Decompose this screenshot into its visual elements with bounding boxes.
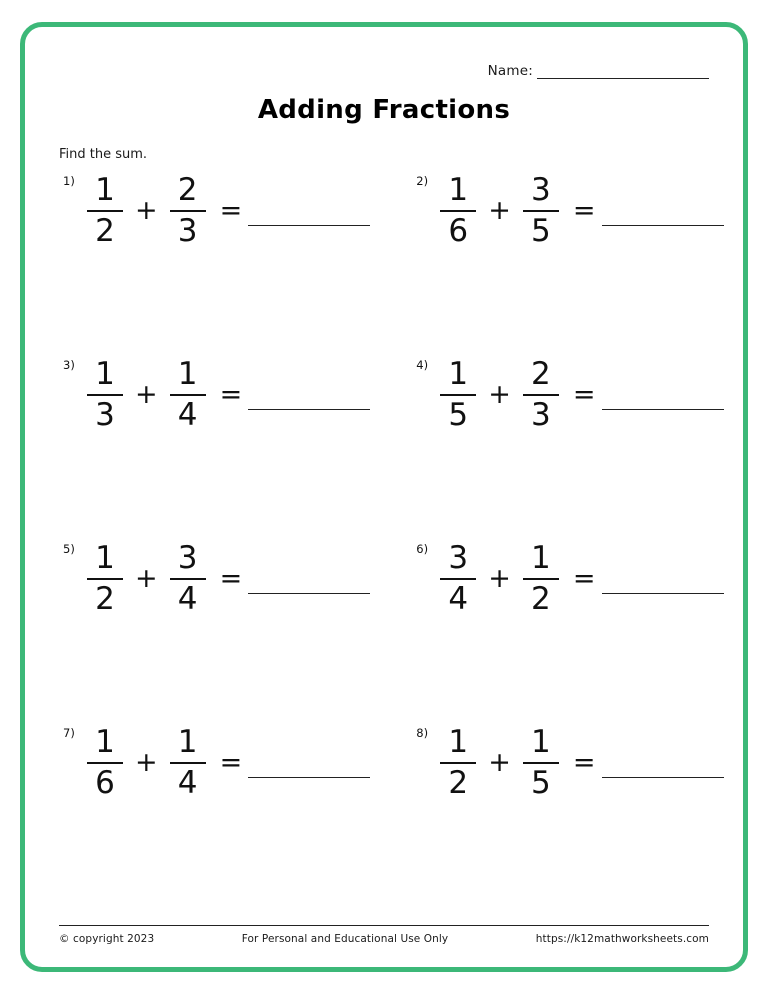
answer-blank[interactable] [602,408,724,410]
fraction-bar [523,578,559,580]
problem-expression [85,358,242,433]
fraction-right [168,358,208,433]
equals-sign: = [219,194,243,226]
fraction-bar [523,210,559,212]
plus-operator: + [488,746,511,778]
answer-blank[interactable] [602,592,724,594]
denominator: 3 [531,397,551,434]
problem-number: 2) [416,174,429,188]
fraction-right [521,542,561,617]
problem-2 [370,172,723,356]
fraction-right [168,542,208,617]
fraction-right [521,174,561,249]
numerator: 1 [448,724,469,760]
equals-sign: = [219,746,243,778]
denominator: 4 [177,397,198,434]
plus-operator: + [135,746,158,778]
problem-3 [59,356,370,540]
numerator: 1 [95,540,115,576]
fraction-bar [170,210,206,212]
source-url: https://k12mathworksheets.com [535,933,709,945]
numerator: 1 [95,356,115,392]
answer-blank[interactable] [248,776,370,778]
problem-number: 6) [416,542,429,556]
fraction-left [438,174,478,249]
denominator: 3 [95,397,115,434]
equals-sign: = [572,378,596,410]
problem-7 [59,724,370,908]
denominator: 5 [531,765,551,802]
problem-expression [85,542,242,617]
usage-text: For Personal and Educational Use Only [241,933,449,945]
answer-blank[interactable] [602,224,724,226]
name-row [59,53,709,79]
numerator: 1 [531,540,551,576]
fraction-bar [170,394,206,396]
numerator: 3 [177,540,198,576]
numerator: 1 [177,356,198,392]
equals-sign: = [572,562,596,594]
problem-number: 4) [416,358,429,372]
fraction-bar [440,394,476,396]
fraction-left [85,358,125,433]
problem-number: 8) [416,726,429,740]
problem-expression [85,726,242,801]
instruction-text: Find the sum. [59,147,148,162]
problems-grid [59,172,709,908]
equals-sign: = [219,378,243,410]
numerator: 3 [448,540,469,576]
fraction-left [85,726,125,801]
plus-operator: + [488,378,511,410]
denominator: 5 [531,213,551,250]
denominator: 2 [448,765,469,802]
numerator: 1 [448,356,469,392]
plus-operator: + [135,378,158,410]
problem-number: 7) [63,726,75,740]
problem-expression [438,358,595,433]
problem-1 [59,172,370,356]
plus-operator: + [135,562,158,594]
problem-expression [438,542,595,617]
fraction-right [168,174,208,249]
name-input-blank[interactable] [537,64,709,79]
problem-number: 1) [63,174,75,188]
fraction-bar [523,762,559,764]
problem-5 [59,540,370,724]
problem-number: 3) [63,358,75,372]
footer [59,925,709,945]
answer-blank[interactable] [248,408,370,410]
plus-operator: + [488,194,511,226]
fraction-bar [87,210,123,212]
fraction-left [438,726,478,801]
name-label: Name: [487,63,533,79]
copyright-text: © copyright 2023 [59,933,155,945]
page-title: Adding Fractions [257,95,511,125]
fraction-bar [440,762,476,764]
denominator: 2 [95,213,115,250]
fraction-left [85,174,125,249]
answer-blank[interactable] [248,224,370,226]
numerator: 1 [531,724,551,760]
fraction-left [438,358,478,433]
worksheet-sheet [20,22,748,972]
denominator: 6 [448,213,469,250]
denominator: 6 [95,765,115,802]
equals-sign: = [572,746,596,778]
problem-number: 5) [63,542,75,556]
plus-operator: + [135,194,158,226]
fraction-bar [523,394,559,396]
fraction-right [521,726,561,801]
equals-sign: = [219,562,243,594]
fraction-bar [87,578,123,580]
footer-row [59,933,709,945]
fraction-right [168,726,208,801]
problem-6 [370,540,723,724]
numerator: 1 [448,172,469,208]
footer-divider [59,925,709,926]
fraction-bar [440,578,476,580]
problem-expression [85,174,242,249]
fraction-bar [170,762,206,764]
equals-sign: = [572,194,596,226]
problem-4 [370,356,723,540]
problem-expression [438,174,595,249]
plus-operator: + [488,562,511,594]
problem-expression [438,726,595,801]
denominator: 4 [177,581,198,618]
fraction-bar [170,578,206,580]
fraction-left [438,542,478,617]
fraction-bar [87,762,123,764]
numerator: 2 [177,172,198,208]
numerator: 1 [95,172,115,208]
denominator: 2 [95,581,115,618]
fraction-left [85,542,125,617]
answer-blank[interactable] [248,592,370,594]
numerator: 3 [531,172,551,208]
denominator: 4 [177,765,198,802]
numerator: 1 [95,724,115,760]
fraction-bar [87,394,123,396]
numerator: 1 [177,724,198,760]
fraction-right [521,358,561,433]
numerator: 2 [531,356,551,392]
denominator: 5 [448,397,469,434]
answer-blank[interactable] [602,776,724,778]
fraction-bar [440,210,476,212]
denominator: 4 [448,581,469,618]
problem-8 [370,724,723,908]
denominator: 2 [531,581,551,618]
denominator: 3 [177,213,198,250]
